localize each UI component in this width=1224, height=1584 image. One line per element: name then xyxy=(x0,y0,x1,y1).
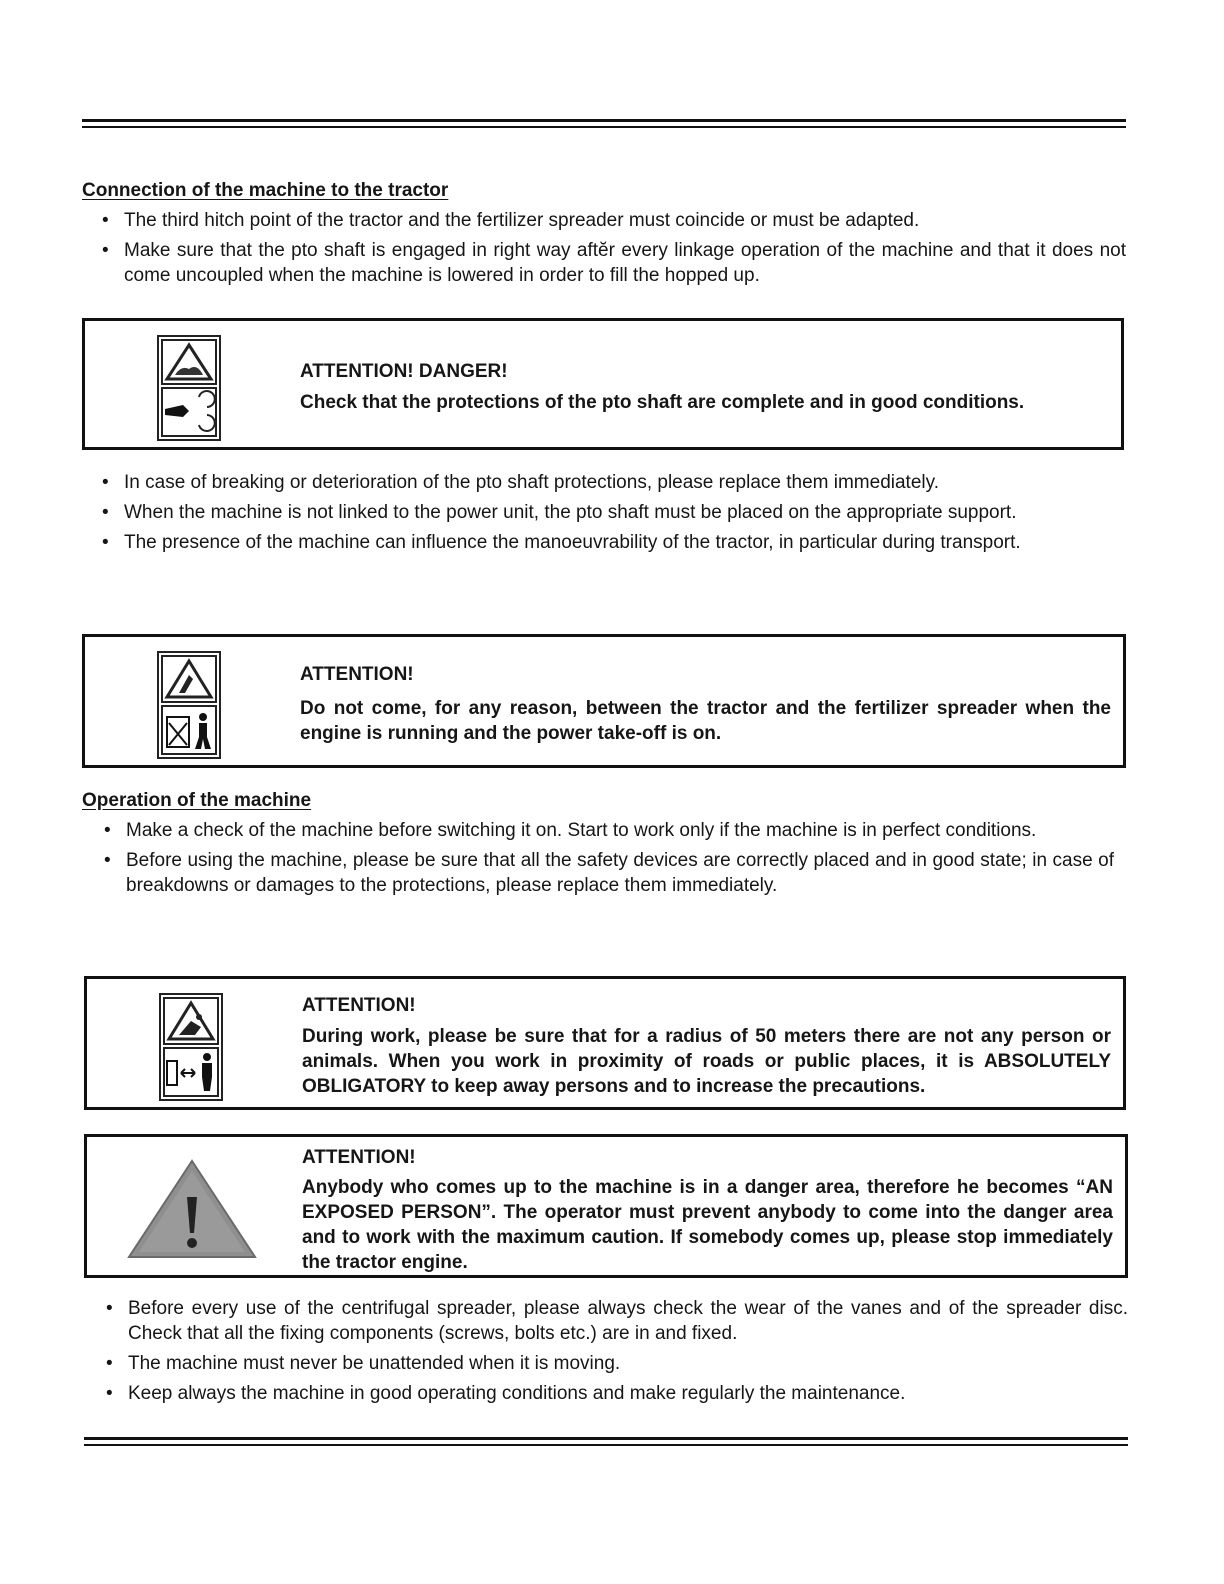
warning-box-exposed-person xyxy=(84,1134,1128,1278)
pto-shaft-bullet-list xyxy=(82,470,1126,560)
warning-title: ATTENTION! xyxy=(302,1147,416,1168)
list-item: • The presence of the machine can influence the manoeuvrability of the tractor, in particular during transport. xyxy=(82,530,1126,555)
bottom-double-rule xyxy=(84,1437,1128,1446)
connection-bullet-list xyxy=(82,208,1126,293)
warning-message: Check that the protections of the pto shaft are complete and in good conditions. xyxy=(300,392,1025,413)
crushing-hazard-icon xyxy=(157,651,221,759)
warning-box-distance xyxy=(84,976,1126,1110)
list-item: • Before using the machine, please be sure that all the safety devices are correctly placed and in good state; in case of breakdowns or damages to the protections, please replace them immediately. xyxy=(84,848,1114,898)
top-double-rule xyxy=(82,119,1126,128)
list-item: • The third hitch point of the tractor and the fertilizer spreader must coincide or must be adapted. xyxy=(82,208,1126,233)
list-item: • The machine must never be unattended when it is moving. xyxy=(86,1351,1128,1376)
list-item: • In case of breaking or deterioration of the pto shaft protections, please replace them immediately. xyxy=(82,470,1126,495)
section-heading-operation: Operation of the machine xyxy=(82,790,312,811)
maintenance-bullet-list xyxy=(86,1296,1128,1411)
warning-title: ATTENTION! DANGER! xyxy=(300,361,508,382)
list-item: • Make a check of the machine before switching it on. Start to work only if the machine is in perfect conditions. xyxy=(84,818,1114,843)
section-heading-connection: Connection of the machine to the tractor xyxy=(82,180,449,201)
list-item: • Keep always the machine in good operating conditions and make regularly the maintenance. xyxy=(86,1381,1128,1406)
warning-box-pto-shaft xyxy=(82,318,1124,450)
warning-message: During work, please be sure that for a radius of 50 meters there are not any person or animals. When you work in proximity of roads or public places, it is ABSOLUTELY OBLIGATORY to keep away persons and to increase the precautions. xyxy=(302,1026,1111,1097)
list-item: • When the machine is not linked to the power unit, the pto shaft must be placed on the appropriate support. xyxy=(82,500,1126,525)
thrown-objects-distance-icon xyxy=(159,993,223,1101)
pto-shaft-entanglement-icon xyxy=(157,335,221,441)
warning-title: ATTENTION! xyxy=(302,995,416,1016)
warning-box-crushing xyxy=(82,634,1126,768)
list-item: • Before every use of the centrifugal spreader, please always check the wear of the vanes and of the spreader disc. Check that all the fixing components (screws, bolts etc.) are in and fixed. xyxy=(86,1296,1128,1346)
general-warning-icon xyxy=(125,1157,259,1261)
warning-title: ATTENTION! xyxy=(300,664,414,685)
warning-message: Do not come, for any reason, between the tractor and the fertilizer spreader when the engine is running and the power take-off is on. xyxy=(300,698,1111,744)
warning-message: Anybody who comes up to the machine is in a danger area, therefore he becomes “AN EXPOSED PERSON”. The operator must prevent anybody to come into the danger area and to work with the maximum caution. If somebody comes up, please stop immediately the tractor engine. xyxy=(302,1177,1113,1273)
list-item: • Make sure that the pto shaft is engaged in right way aftĕr every linkage operation of the machine and that it does not come uncoupled when the machine is lowered in order to fill the hopped up. xyxy=(82,238,1126,288)
operation-bullet-list xyxy=(84,818,1114,903)
